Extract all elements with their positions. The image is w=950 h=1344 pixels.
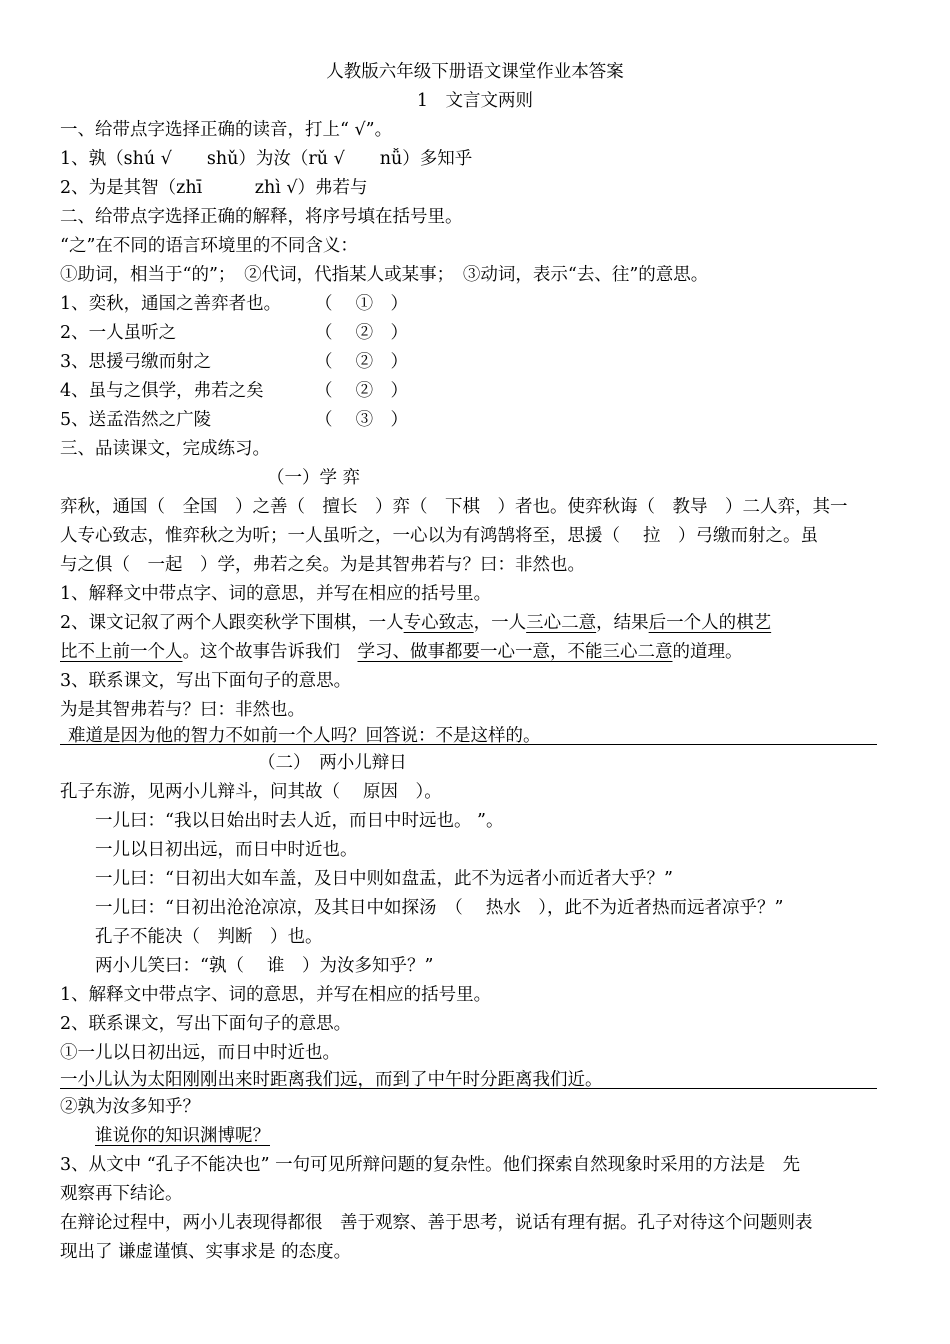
- q2-item: 5、送孟浩然之广陵: [60, 410, 212, 430]
- passage-line: 一儿曰：“日初出大如车盖，及日中则如盘盂，此不为远者小而近者大乎？”: [95, 869, 673, 889]
- q2-answer: （ ② ）: [315, 381, 409, 401]
- question-text: 2、课文记叙了两个人跟奕秋学下围棋，一人: [60, 613, 404, 633]
- answer-line: 难道是因为他的智力不如前一个人吗？回答说：不是这样的。: [68, 726, 541, 746]
- q1-heading: 一、给带点字选择正确的读音，打上“ √”。: [60, 120, 393, 140]
- question-line: 1、解释文中带点字、词的意思，并写在相应的括号里。: [60, 985, 492, 1005]
- q3-heading: 三、品读课文，完成练习。: [60, 439, 270, 459]
- passage-line: 弈秋，通国（ 全国 ）之善（ 擅长 ）弈（ 下棋 ）者也。使弈秋诲（ 教导 ）二人弈，其一: [60, 497, 848, 517]
- sentence-line: 为是其智弗若与？曰：非然也。: [60, 700, 305, 720]
- passage-line: 与之俱（ 一起 ）学，弗若之矣。为是其智弗若与？曰：非然也。: [60, 555, 585, 575]
- q2-answer: （ ② ）: [315, 323, 409, 343]
- question-text: ，一人: [473, 613, 527, 633]
- question-line: 观察再下结论。: [60, 1184, 183, 1204]
- q2-item: 2、一人虽听之: [60, 323, 177, 343]
- q1-item-2: 2、为是其智（zhī zhì √）弗若与: [60, 178, 368, 198]
- q2-intro: “之”在不同的语言环境里的不同含义：: [60, 236, 358, 256]
- passage-line: 两小儿笑曰：“孰（ 谁 ）为汝多知乎？”: [95, 956, 434, 976]
- page-title: 人教版六年级下册语文课堂作业本答案: [326, 62, 624, 82]
- q2-heading: 二、给带点字选择正确的解释，将序号填在括号里。: [60, 207, 463, 227]
- q1-item-1: 1、孰（shú √ shǔ）为汝（rǔ √ nǚ）多知乎: [60, 149, 473, 169]
- q2-item: 3、思援弓缴而射之: [60, 352, 212, 372]
- question-text: ，结果: [596, 613, 649, 633]
- answer-rule: [60, 1088, 877, 1089]
- passage-line: 人专心致志，惟弈秋之为听；一人虽听之，一心以为有鸿鹄将至，思援（ 拉 ）弓缴而射之。虽: [60, 526, 819, 546]
- question-line: 3、联系课文，写出下面句子的意思。: [60, 671, 352, 691]
- question-line: [60, 638, 950, 666]
- passage-line: 一儿以日初出远，而日中时近也。: [95, 840, 358, 860]
- answer-line: 一小儿认为太阳刚刚出来时距离我们远，而到了中午时分距离我们近。: [60, 1070, 603, 1090]
- answer-underlined: 三心二意: [526, 613, 597, 633]
- q2-options: ①助词，相当于“的”； ②代词，代指某人或某事； ③动词，表示“去、往”的意思。: [60, 265, 709, 285]
- question-line: 在辩论过程中，两小儿表现得都很 善于观察、善于思考，说话有理有据。孔子对待这个问题则表: [60, 1213, 813, 1233]
- question-line: 现出了 谦虚谨慎、实事求是 的态度。: [60, 1242, 352, 1262]
- question-line: 3、从文中 “孔子不能决也” 一句可见所辩问题的复杂性。他们探索自然现象时采用的方法是 先: [60, 1155, 801, 1175]
- passage-line: 一儿曰：“我以日始出时去人近，而日中时远也。 ”。: [95, 811, 504, 831]
- sentence-line: ①一儿以日初出远，而日中时近也。: [60, 1043, 340, 1063]
- answer-underlined: 学习、做事都要一心一意，不能三心二意: [357, 642, 673, 662]
- section-title-liangxiaoer: （二） 两小儿辩日: [258, 753, 407, 773]
- answer-rule: [60, 744, 877, 745]
- question-text: 的道理。: [672, 642, 743, 662]
- passage-line: 孔子东游，见两小儿辩斗，问其故（ 原因 ）。: [60, 782, 442, 802]
- q2-answer: （ ② ）: [315, 352, 409, 372]
- passage-line: 一儿曰：“日初出沧沧凉凉，及其日中如探汤 （ 热水 ），此不为近者热而远者凉乎？”: [95, 898, 784, 918]
- answer-underlined: 后一个人的棋艺: [648, 613, 772, 633]
- question-text: 。这个故事告诉我们: [182, 642, 340, 662]
- answer-underlined: 比不上前一个人: [60, 642, 183, 662]
- q2-item: 1、奕秋，通国之善弈者也。: [60, 294, 282, 314]
- q2-answer: （ ① ）: [315, 294, 409, 314]
- question-line: 2、联系课文，写出下面句子的意思。: [60, 1014, 352, 1034]
- question-line: 1、解释文中带点字、词的意思，并写在相应的括号里。: [60, 584, 492, 604]
- passage-line: 孔子不能决（ 判断 ）也。: [95, 927, 323, 947]
- answer-text: 谁说你的知识渊博呢？: [95, 1126, 270, 1146]
- section-title-xueyi: （一）学 弈: [267, 468, 361, 488]
- q2-item: 4、虽与之俱学，弗若之矣: [60, 381, 264, 401]
- sentence-line: ②孰为汝多知乎？: [60, 1097, 200, 1117]
- question-line: [60, 609, 950, 637]
- answer-underlined: [95, 1122, 270, 1150]
- answer-underlined: 专心致志: [403, 613, 474, 633]
- q2-answer: （ ③ ）: [315, 410, 409, 430]
- lesson-title: 1 文言文两则: [416, 91, 534, 111]
